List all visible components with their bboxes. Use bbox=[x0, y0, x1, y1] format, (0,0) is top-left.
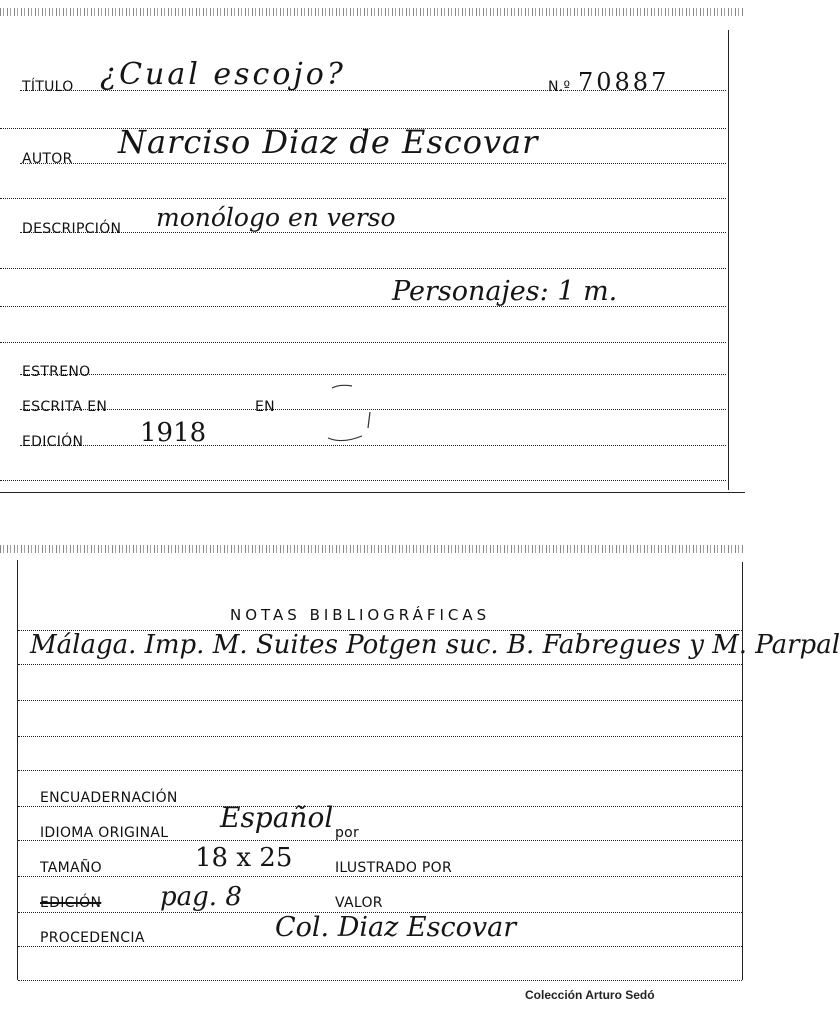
descripcion-value: monólogo en verso bbox=[156, 203, 396, 232]
row-line bbox=[20, 445, 726, 446]
pen-mark bbox=[318, 380, 378, 440]
edicion-value: pag. 8 bbox=[160, 882, 242, 912]
numero-value: 70887 bbox=[578, 68, 670, 96]
notas-title: NOTAS BIBLIOGRÁFICAS bbox=[230, 606, 491, 624]
edicion-label: EDICIÓN bbox=[40, 895, 102, 911]
row-line bbox=[0, 306, 726, 307]
procedencia-value: Col. Diaz Escovar bbox=[275, 912, 517, 943]
row-line bbox=[0, 480, 726, 481]
torn-top-edge bbox=[0, 8, 745, 16]
notas-value: Málaga. Imp. M. Suites Potgen suc. B. Fabregues y M. Parpal bbox=[30, 630, 840, 660]
card-bottom-border bbox=[0, 492, 745, 493]
tamano-value: 18 x 25 bbox=[195, 843, 293, 873]
row-line bbox=[20, 163, 726, 164]
valor-label: VALOR bbox=[335, 895, 383, 911]
ilustrado-label: ILUSTRADO POR bbox=[335, 860, 452, 876]
autor-value: Narciso Diaz de Escovar bbox=[118, 123, 539, 161]
row-line bbox=[18, 980, 742, 981]
row-line bbox=[0, 342, 726, 343]
row-line bbox=[18, 770, 742, 771]
row-line bbox=[18, 876, 742, 877]
catalog-card-2 bbox=[0, 540, 840, 990]
card-right-border bbox=[728, 30, 729, 490]
edicion-value: 1918 bbox=[140, 418, 207, 448]
autor-label: AUTOR bbox=[22, 151, 73, 167]
idioma-label: IDIOMA ORIGINAL bbox=[40, 825, 169, 841]
row-line bbox=[20, 232, 726, 233]
estreno-label: ESTRENO bbox=[22, 364, 91, 380]
row-line bbox=[20, 374, 726, 375]
row-line bbox=[18, 736, 742, 737]
personajes-value: Personajes: 1 m. bbox=[392, 276, 618, 307]
row-line bbox=[18, 946, 742, 947]
row-line bbox=[18, 806, 742, 807]
procedencia-label: PROCEDENCIA bbox=[40, 930, 145, 946]
catalog-card-1 bbox=[0, 8, 745, 493]
descripcion-label: DESCRIPCIÓN bbox=[22, 221, 122, 237]
encuadernacion-label: ENCUADERNACIÓN bbox=[40, 790, 178, 806]
card-right-border bbox=[742, 562, 743, 980]
escrita-label: ESCRITA EN bbox=[22, 399, 108, 415]
row-line bbox=[18, 664, 742, 665]
titulo-value: ¿Cual escojo? bbox=[100, 57, 346, 92]
edicion-label: EDICIÓN bbox=[22, 434, 84, 450]
torn-top-edge bbox=[0, 545, 745, 553]
row-line bbox=[0, 198, 726, 199]
en-label: EN bbox=[255, 399, 275, 415]
row-line bbox=[18, 700, 742, 701]
tamano-label: TAMAÑO bbox=[40, 860, 102, 876]
collection-credit: Colección Arturo Sedó bbox=[525, 988, 655, 1002]
row-line bbox=[0, 268, 726, 269]
por-label: por bbox=[335, 825, 360, 841]
idioma-value: Español bbox=[220, 801, 334, 834]
titulo-label: TÍTULO bbox=[22, 79, 74, 95]
numero-label: N.º bbox=[548, 79, 571, 95]
